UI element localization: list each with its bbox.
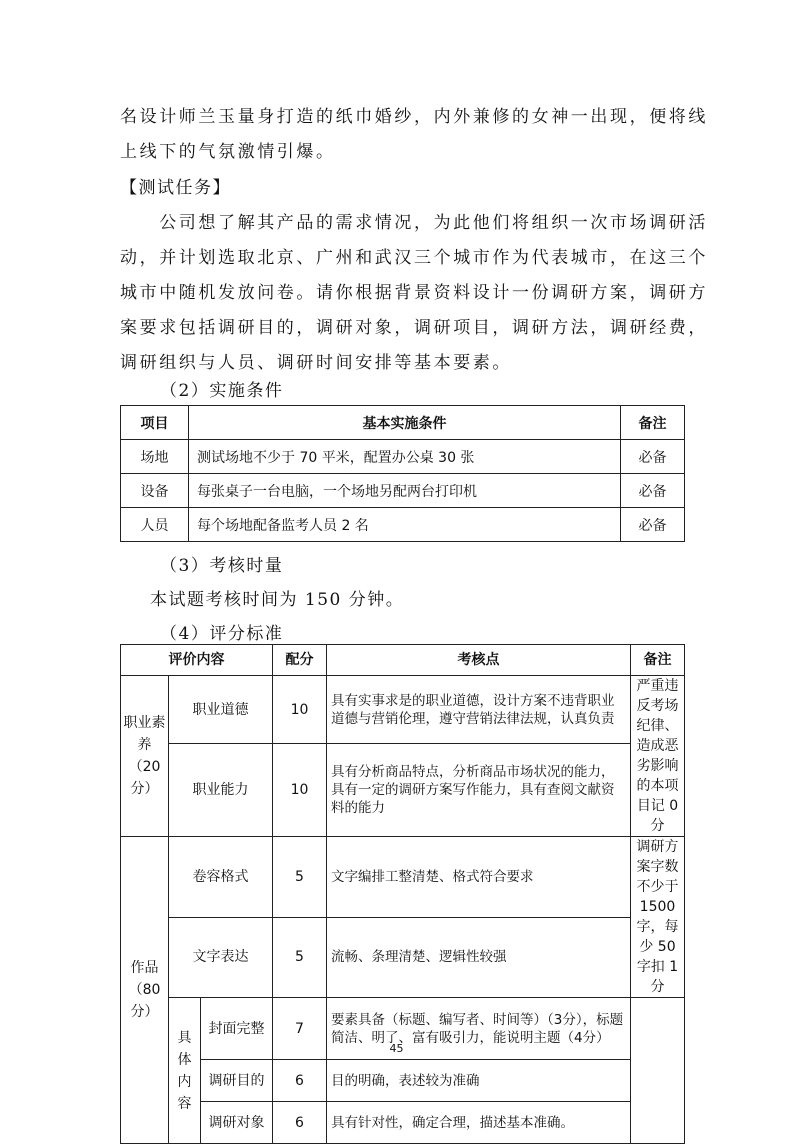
task-heading: 【测试任务】 bbox=[120, 178, 231, 198]
paragraph-line: 上线下的气氛激情引爆。 bbox=[120, 142, 336, 162]
score-cell: 6 bbox=[273, 1102, 327, 1144]
table-row bbox=[121, 508, 685, 542]
item-cell: 封面完整 bbox=[201, 998, 273, 1060]
table-header-row bbox=[121, 406, 685, 440]
scoring-table bbox=[120, 644, 685, 1144]
score-cell: 7 bbox=[273, 998, 327, 1060]
note-cell: 调研方案字数不少于 1500 字，每少 50 字扣 1 分 bbox=[631, 837, 685, 998]
condition-cell: 每个场地配备监考人员 2 名 bbox=[189, 508, 621, 542]
score-cell: 10 bbox=[273, 676, 327, 744]
table-header-row bbox=[121, 645, 685, 676]
group-label: 职业素养（20分） bbox=[121, 676, 169, 837]
paragraph-line: 城市中随机发放问卷。请你根据背景资料设计一份调研方案，调研方 bbox=[120, 283, 708, 303]
item-cell: 卷容格式 bbox=[169, 837, 273, 918]
point-cell: 具有分析商品特点，分析商品市场状况的能力，具有一定的调研方案写作能力，具有查阅文献资料的能力 bbox=[327, 744, 631, 837]
item-cell: 场地 bbox=[121, 440, 189, 474]
note-cell: 必备 bbox=[621, 508, 685, 542]
item-cell: 设备 bbox=[121, 474, 189, 508]
point-cell: 目的明确，表述较为准确 bbox=[327, 1060, 631, 1102]
item-cell: 文字表达 bbox=[169, 917, 273, 998]
item-cell: 职业道德 bbox=[169, 676, 273, 744]
table-row bbox=[121, 676, 685, 744]
header-cell: 备注 bbox=[631, 645, 685, 676]
paragraph-line: 名设计师兰玉量身打造的纸巾婚纱，内外兼修的女神一出现，便将线 bbox=[120, 107, 708, 127]
table-row bbox=[121, 744, 685, 837]
condition-cell: 每张桌子一台电脑，一个场地另配两台打印机 bbox=[189, 474, 621, 508]
header-cell: 项目 bbox=[121, 406, 189, 440]
item-cell: 人员 bbox=[121, 508, 189, 542]
page-number: 45 bbox=[389, 1042, 404, 1055]
header-cell: 基本实施条件 bbox=[189, 406, 621, 440]
point-cell: 具有实事求是的职业道德，设计方案不违背职业道德与营销伦理，遵守营销法律法规，认真负责 bbox=[327, 676, 631, 744]
note-cell: 必备 bbox=[621, 474, 685, 508]
score-cell: 5 bbox=[273, 917, 327, 998]
paragraph-line: 调研组织与人员、调研时间安排等基本要素。 bbox=[120, 353, 512, 373]
point-cell: 具有针对性，确定合理，描述基本准确。 bbox=[327, 1102, 631, 1144]
score-cell: 10 bbox=[273, 744, 327, 837]
paragraph-line: 公司想了解其产品的需求情况，为此他们将组织一次市场调研活 bbox=[120, 213, 708, 233]
header-cell: 评价内容 bbox=[121, 645, 273, 676]
section-heading: （3）考核时量 bbox=[160, 556, 284, 576]
section-text: 本试题考核时间为 150 分钟。 bbox=[150, 590, 405, 610]
header-cell: 考核点 bbox=[327, 645, 631, 676]
score-cell: 5 bbox=[273, 837, 327, 918]
table-row bbox=[121, 440, 685, 474]
score-cell: 6 bbox=[273, 1060, 327, 1102]
table-row bbox=[121, 1060, 685, 1102]
header-cell: 备注 bbox=[621, 406, 685, 440]
paragraph-line: 案要求包括调研目的，调研对象，调研项目，调研方法，调研经费， bbox=[120, 318, 708, 338]
sub-group-label: 具体内容 bbox=[169, 998, 201, 1144]
point-cell: 流畅、条理清楚、逻辑性较强 bbox=[327, 917, 631, 998]
table-row bbox=[121, 474, 685, 508]
paragraph-line: 动，并计划选取北京、广州和武汉三个城市作为代表城市，在这三个 bbox=[120, 248, 708, 268]
item-cell: 调研目的 bbox=[201, 1060, 273, 1102]
point-cell: 要素具备（标题、编写者、时间等）（3分），标题简洁、明了、富有吸引力，能说明主题（4分） bbox=[327, 998, 631, 1060]
item-cell: 调研对象 bbox=[201, 1102, 273, 1144]
condition-cell: 测试场地不少于 70 平米，配置办公桌 30 张 bbox=[189, 440, 621, 474]
note-cell: 严重违反考场纪律、造成恶劣影响的本项目记 0 分 bbox=[631, 676, 685, 837]
section-heading: （2）实施条件 bbox=[160, 381, 284, 401]
point-cell: 文字编排工整清楚、格式符合要求 bbox=[327, 837, 631, 918]
section-heading: （4）评分标准 bbox=[160, 624, 284, 644]
conditions-table bbox=[120, 405, 685, 542]
table-row bbox=[121, 837, 685, 918]
group-label: 作品（80分） bbox=[121, 837, 169, 1144]
table-row bbox=[121, 917, 685, 998]
header-cell: 配分 bbox=[273, 645, 327, 676]
note-cell: 必备 bbox=[621, 440, 685, 474]
item-cell: 职业能力 bbox=[169, 744, 273, 837]
table-row bbox=[121, 1102, 685, 1144]
